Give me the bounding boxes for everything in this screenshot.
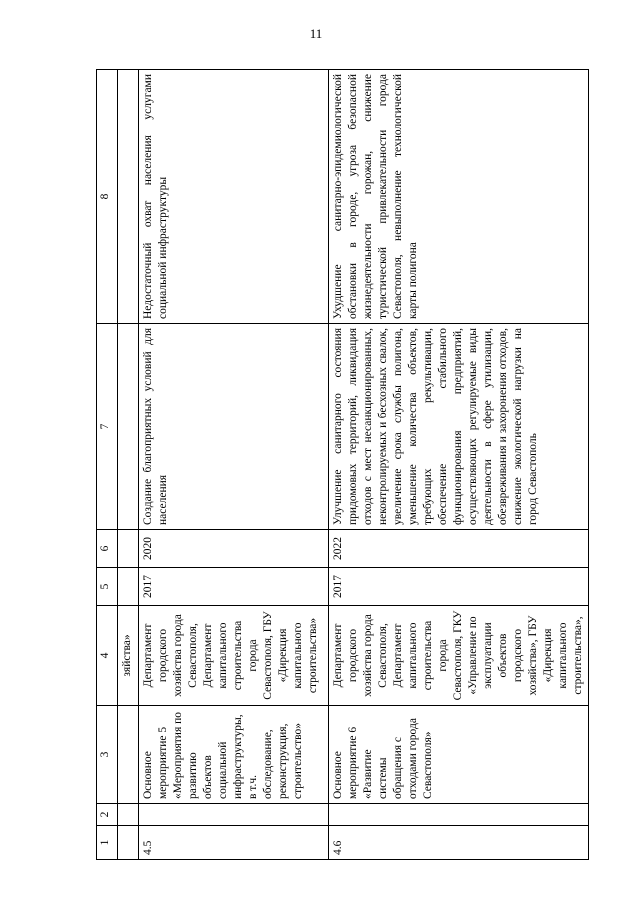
table-row [329, 70, 589, 860]
header-cell: 7 [97, 324, 118, 530]
continuation-row [118, 70, 139, 860]
consequences: Недостаточный охват населения услугами социальной инфраструктуры [139, 70, 329, 324]
header-cell: 4 [97, 606, 118, 706]
executor: Департамент городского хозяйства города Севастополя, Департамент капитального строительства города Севастополя, ГКУ «Управление по эксплуатации объектов городского хозяйства», ГБУ «Дирекция капитального строительства», [329, 606, 589, 706]
end-year: 2020 [139, 530, 329, 568]
start-year: 2017 [139, 568, 329, 606]
continuation-text: зяйства» [118, 606, 139, 706]
row-col2 [329, 804, 589, 826]
row-number: 4.6 [329, 826, 589, 860]
header-cell: 2 [97, 804, 118, 826]
expected-result: Создание благоприятных условий для населения [139, 324, 329, 530]
rotated-table-container [96, 70, 584, 860]
row-col2 [139, 804, 329, 826]
consequences: Ухудшение санитарно-эпидемиологической обстановки в городе, угроза безопасной жизнедеятельности горожан, снижение туристической привлекательности города Севастополя, невыполнение технологической карты полигона [329, 70, 589, 324]
measure-name: Основное мероприятие 5 «Мероприятия по развитию объектов социальной инфраструктуры, в т.ч. обследование, реконструкция, строительство» [139, 706, 329, 804]
end-year: 2022 [329, 530, 589, 568]
header-row [97, 70, 118, 860]
header-cell: 3 [97, 706, 118, 804]
header-cell: 6 [97, 530, 118, 568]
executor: Департамент городского хозяйства города Севастополя, Департамент капитального строительства города Севастополя, ГБУ «Дирекция капитального строительства» [139, 606, 329, 706]
row-number: 4.5 [139, 826, 329, 860]
header-cell: 8 [97, 70, 118, 324]
measure-name: Основное мероприятие 6 «Развитие системы обращения с отходами города Севастополя» [329, 706, 589, 804]
start-year: 2017 [329, 568, 589, 606]
table-row [139, 70, 329, 860]
header-cell: 1 [97, 826, 118, 860]
header-cell: 5 [97, 568, 118, 606]
page-number: 11 [309, 26, 323, 41]
expected-result: Улучшение санитарного состояния придомовых территорий, ликвидация отходов с мест несанкционированных, неконтролируемых и бесхозных свалок, увеличение срока службы полигона, уменьшение количества объектов, требующих рекультивации, обеспечение стабильного функционирования предприятий, осуществляющих регулируемые виды деятельности в сфере утилизации, обезвреживания и захоронения отходов, снижение экологической нагрузки на город Севастополь [329, 324, 589, 530]
measures-table [96, 69, 589, 860]
